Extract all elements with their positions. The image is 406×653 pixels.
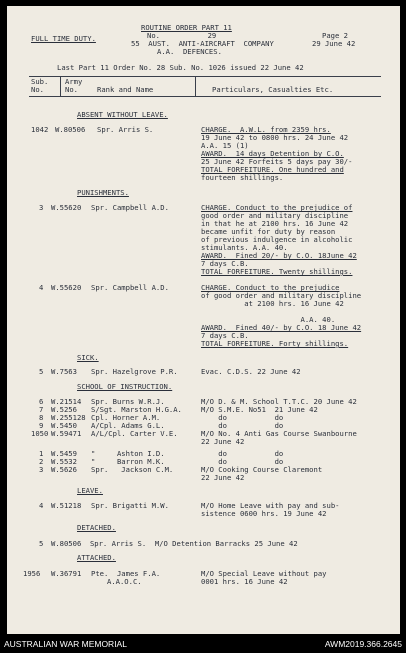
column-sub-no: Sub. No.	[31, 77, 49, 94]
entry-sub-no: 1956	[23, 569, 41, 578]
particulars-line: A.A. 40.	[201, 315, 336, 324]
entry-rank-name: A/Cpl. Adams G.L.	[91, 421, 165, 430]
entry-particulars: do do	[201, 421, 284, 430]
particulars-line: at 2100 hrs. 16 June 42	[201, 299, 344, 308]
entry-sub-no: 6	[39, 397, 44, 406]
particulars-line: TOTAL FORFEITURE. Forty shillings.	[201, 339, 349, 348]
particulars-line: sistence 0600 hrs. 19 June 42	[201, 509, 327, 518]
entry-rank-name: " Ashton I.D.	[91, 449, 165, 458]
particulars-line: TOTAL FORFEITURE. Twenty shillings.	[201, 267, 353, 276]
page-number: Page 2	[322, 31, 348, 40]
particulars-line: 0001 hrs. 16 June 42	[201, 577, 288, 586]
entry-rank-name: Cpl. Horner A.M.	[91, 413, 161, 422]
entry-army-no: W.5450	[51, 421, 77, 430]
section-attached: ATTACHED.	[77, 553, 116, 562]
particulars-line: of good order and military discipline	[201, 291, 362, 300]
section-leave: LEAVE.	[77, 486, 103, 495]
entry-particulars: 22 June 42	[201, 437, 245, 446]
entry-sub-no: 7	[39, 405, 44, 414]
entry-army-no: W.5256	[51, 405, 77, 414]
document-page	[7, 6, 400, 634]
order-date: 29 June 42	[312, 39, 356, 48]
entry-particulars: do do	[201, 413, 284, 422]
full-time-duty-label: FULL TIME DUTY.	[31, 34, 96, 43]
entry-sub-no: 3	[39, 203, 44, 212]
particulars-line: stimulants. A.A. 40.	[201, 243, 288, 252]
particulars-line: M/O Special Leave without pay	[201, 569, 327, 578]
particulars-line: CHARGE. Conduct to the prejudice of	[201, 203, 353, 212]
column-army-no: Army No.	[65, 77, 83, 94]
entry-army-no: W.7563	[51, 367, 77, 376]
particulars-line: of previous indulgence in alcoholic	[201, 235, 353, 244]
table-header-rule	[29, 96, 381, 97]
order-number: No. 29	[147, 31, 217, 40]
column-divider	[60, 76, 61, 96]
entry-particulars: Evac. C.D.S. 22 June 42	[201, 367, 301, 376]
particulars-line: AWARD. 14 days Detention by C.O.	[201, 149, 344, 158]
particulars-line: M/O Home Leave with pay and sub-	[201, 501, 340, 510]
particulars-line: became unfit for duty by reason	[201, 227, 336, 236]
entry-sub-no: 5	[39, 367, 44, 376]
section-absent: ABSENT WITHOUT LEAVE.	[77, 110, 168, 119]
unit-line: 55 AUST. ANTI-AIRCRAFT COMPANY	[131, 39, 274, 48]
last-part-line: Last Part 11 Order No. 28 Sub. No. 1026 issued 22 June 42	[57, 63, 304, 72]
particulars-line: good order and military discipline	[201, 211, 349, 220]
entry-rank-name: Spr. Jackson C.M.	[91, 465, 174, 474]
particulars-line: A.A. 15 (1)	[201, 141, 249, 150]
entry-rank-name: Pte. James F.A.	[91, 569, 161, 578]
entry-particulars: do do	[201, 457, 284, 466]
entry-particulars: do do	[201, 449, 284, 458]
entry-rank-name: Spr. Hazelgrove P.R.	[91, 367, 178, 376]
entry-army-no: W.5459	[51, 449, 77, 458]
particulars-line: TOTAL FORFEITURE. One hundred and	[201, 165, 344, 174]
entry-sub-no: 1042	[31, 125, 49, 134]
entry-sub-no: 4	[39, 501, 44, 510]
entry-sub-no: 1050	[31, 429, 49, 438]
entry-rank-name: " Barron M.K.	[91, 457, 165, 466]
entry-sub-no: 2	[39, 457, 44, 466]
entry-text: W.80506 Spr. Arris S. M/O Detention Barracks 25 June 42	[51, 539, 298, 548]
entry-rank-name: Spr. Burns W.R.J.	[91, 397, 165, 406]
entry-unit: A.A.O.C.	[107, 577, 142, 586]
entry-rank-name: A/L/Cpl. Carter V.E.	[91, 429, 178, 438]
entry-particulars: M/O S.M.E. No51 21 June 42	[201, 405, 318, 414]
entry-sub-no: 4	[39, 283, 44, 292]
section-school: SCHOOL OF INSTRUCTION.	[77, 382, 173, 391]
entry-rank-name: S/Sgt. Marston H.G.A.	[91, 405, 182, 414]
particulars-line: 7 days C.B.	[201, 259, 249, 268]
entry-army-no: W.5532	[51, 457, 77, 466]
entry-particulars: M/O No. 4 Anti Gas Course Swanbourne	[201, 429, 357, 438]
entry-sub-no: 9	[39, 421, 44, 430]
entry-particulars: M/O D. & M. School T.T.C. 20 June 42	[201, 397, 357, 406]
defences-line: A.A. DEFENCES.	[157, 47, 222, 56]
entry-rank-name: Spr. Arris S.	[97, 125, 154, 134]
particulars-line: fourteen shillings.	[201, 173, 284, 182]
entry-army-no: W.80506	[55, 125, 86, 134]
column-divider	[195, 76, 196, 96]
particulars-line: AWARD. Fined 20/- by C.O. 18June 42	[201, 251, 357, 260]
entry-army-no: W.5626	[51, 465, 77, 474]
entry-army-no: W.55620	[51, 283, 82, 292]
entry-army-no: W.36791	[51, 569, 82, 578]
particulars-line: 25 June 42 Forfeits 5 days pay 30/-	[201, 157, 353, 166]
column-particulars: Particulars, Casualties Etc.	[212, 85, 334, 94]
section-detached: DETACHED.	[77, 523, 116, 532]
particulars-line: CHARGE. Conduct to the prejudice	[201, 283, 340, 292]
column-rank-name: Rank and Name	[97, 85, 154, 94]
entry-sub-no: 8	[39, 413, 44, 422]
particulars-line: 19 June 42 to 0800 hrs. 24 June 42	[201, 133, 349, 142]
entry-sub-no: 3	[39, 465, 44, 474]
section-sick: SICK.	[77, 353, 99, 362]
order-title: ROUTINE ORDER PART 11	[141, 23, 232, 32]
entry-army-no: W.55620	[51, 203, 82, 212]
entry-rank-name: Spr. Campbell A.D.	[91, 203, 169, 212]
entry-sub-no: 1	[39, 449, 44, 458]
entry-particulars: M/O Cooking Course Claremont	[201, 465, 323, 474]
particulars-line: in that he at 2100 hrs. 16 June 42	[201, 219, 349, 228]
section-punishments: PUNISHMENTS.	[77, 188, 129, 197]
entry-rank-name: Spr. Brigatti M.W.	[91, 501, 169, 510]
particulars-line: CHARGE. A.W.L. from 2359 hrs.	[201, 125, 331, 134]
entry-army-no: W.59471	[51, 429, 82, 438]
entry-rank-name: Spr. Campbell A.D.	[91, 283, 169, 292]
entry-particulars: 22 June 42	[201, 473, 245, 482]
footer-credit: AUSTRALIAN WAR MEMORIAL	[4, 639, 127, 649]
entry-army-no: W.255128	[51, 413, 86, 422]
entry-sub-no: 5	[39, 539, 44, 548]
footer-accession-number: AWM2019.366.2645	[324, 639, 402, 649]
entry-army-no: W.51218	[51, 501, 82, 510]
entry-army-no: W.21514	[51, 397, 82, 406]
particulars-line: 7 days C.B.	[201, 331, 249, 340]
particulars-line: AWARD. Fined 40/- by C.O. 18 June 42	[201, 323, 362, 332]
